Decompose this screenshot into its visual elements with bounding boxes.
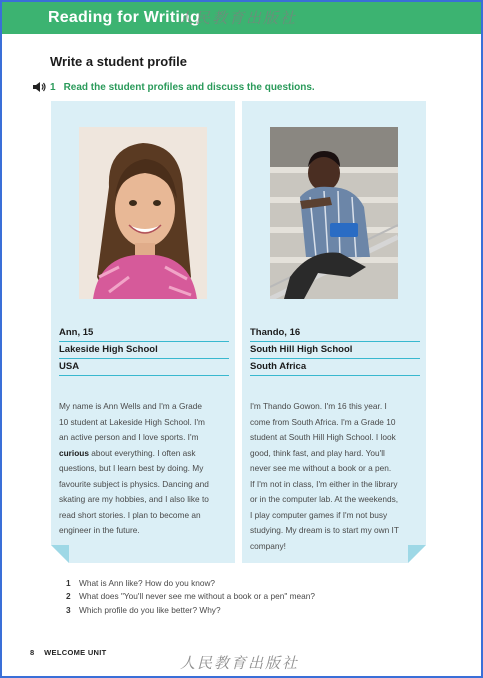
divider	[250, 358, 420, 359]
thando-name: Thando, 16	[250, 327, 301, 338]
text-fragment: about everything. I often ask	[91, 447, 196, 458]
folded-corner-flap	[51, 545, 69, 563]
text-line: come from South Africa. I'm a Grade 10	[250, 416, 396, 427]
publisher-watermark: 人民教育出版社	[180, 654, 300, 672]
ann-photo	[79, 127, 207, 299]
list-item	[66, 576, 315, 590]
unit-label: WELCOME UNIT	[44, 648, 107, 657]
text-line: company!	[250, 540, 286, 551]
item-text: What does "You'll never see me without a book or a pen" mean?	[79, 591, 315, 602]
speaker-icon[interactable]	[32, 81, 46, 93]
text-line: good, think fast, and play hard. You'll	[250, 447, 385, 458]
thando-school: South Hill High School	[250, 344, 353, 355]
question-row	[32, 80, 315, 94]
discussion-questions	[66, 576, 315, 617]
footer	[30, 648, 107, 657]
publisher-watermark: 人民教育出版社	[178, 9, 298, 27]
text-line: My name is Ann Wells and I'm a Grade	[59, 401, 202, 411]
text-line: never see me without a book or a pen.	[250, 463, 392, 473]
ann-school: Lakeside High School	[59, 344, 158, 355]
ann-country: USA	[59, 361, 80, 372]
page-title: Reading for Writing	[48, 9, 200, 26]
divider	[59, 341, 229, 342]
thando-profile-text	[250, 399, 416, 554]
text-line: student at South Hill High School. I look	[250, 432, 396, 442]
thando-country: South Africa	[250, 361, 307, 372]
text-line: favourite subject is physics. Dancing and	[59, 478, 209, 489]
text-line: engineer in the future.	[59, 525, 140, 535]
item-number: 3	[66, 604, 71, 615]
list-item	[66, 603, 315, 617]
text-line: studying. My dream is to start my own IT	[250, 525, 399, 535]
bold-word: curious	[59, 447, 89, 458]
text-line: skating are my hobbies, and I also like to	[59, 494, 209, 504]
item-text: Which profile do you like better? Why?	[79, 604, 221, 615]
thando-photo	[270, 127, 398, 299]
profile-card-thando	[242, 101, 426, 563]
list-item	[66, 590, 315, 604]
section-title: Write a student profile	[50, 54, 187, 69]
text-line: I'm Thando Gowon. I'm 16 this year. I	[250, 401, 387, 411]
text-line: If I'm not in class, I'm either in the library	[250, 478, 398, 489]
page-number: 8	[30, 648, 35, 657]
item-number: 2	[66, 591, 71, 602]
ann-profile-text	[59, 399, 225, 539]
item-number: 1	[66, 577, 71, 588]
divider	[250, 341, 420, 342]
ann-name: Ann, 15	[59, 327, 94, 338]
question-number: 1	[50, 81, 56, 93]
divider	[250, 375, 420, 376]
text-line: an active person and I love sports. I'm	[59, 432, 199, 442]
item-text: What is Ann like? How do you know?	[79, 577, 216, 588]
text-line	[59, 446, 225, 462]
question-text: Read the student profiles and discuss the questions.	[63, 81, 315, 93]
text-line: questions, but I learn best by doing. My	[59, 463, 204, 473]
folded-corner-flap	[408, 545, 426, 563]
text-line: or in the computer lab. At the weekends,	[250, 494, 399, 504]
divider	[59, 358, 229, 359]
text-line: 10 student at Lakeside High School. I'm	[59, 416, 205, 427]
text-line: I play computer games if I'm not busy	[250, 509, 388, 520]
profile-card-ann	[51, 101, 235, 563]
text-line: read short stories. I plan to become an	[59, 509, 201, 520]
divider	[59, 375, 229, 376]
